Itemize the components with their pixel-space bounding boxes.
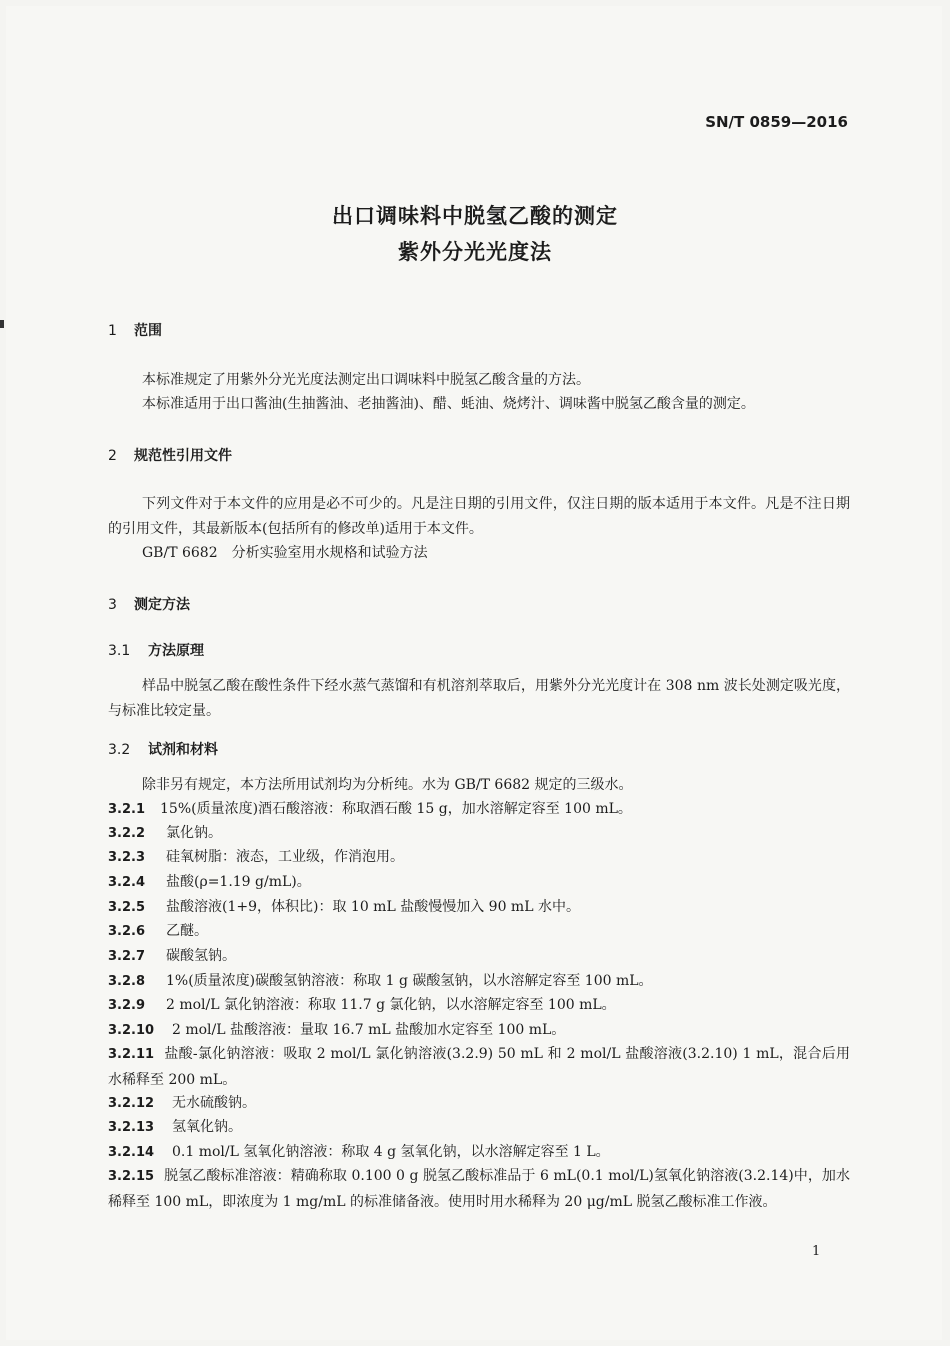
paragraph: 本标准适用于出口酱油(生抽酱油、老抽酱油)、醋、蚝油、烧烤汁、调味酱中脱氢乙酸含量的测定。 [142, 396, 755, 412]
item-text: 盐酸溶液(1+9，体积比)：取 10 mL 盐酸慢慢加入 90 mL 水中。 [166, 899, 580, 915]
page-number: 1 [812, 1244, 821, 1259]
section-3-2-heading [108, 739, 218, 759]
list-item [108, 919, 208, 944]
item-text: 1%(质量浓度)碳酸氢钠溶液：称取 1 g 碳酸氢钠，以水溶解定容至 100 mL。 [166, 973, 653, 989]
section-number: 3.2 [108, 742, 131, 758]
section-3-1-heading [108, 640, 204, 660]
list-item [108, 870, 311, 895]
section-title: 范围 [134, 323, 162, 339]
item-text: 乙醚。 [166, 923, 208, 939]
paragraph: 本标准规定了用紫外分光光度法测定出口调味料中脱氢乙酸含量的方法。 [142, 372, 590, 388]
item-text: 碳酸氢钠。 [166, 948, 236, 964]
item-number: 3.2.6 [108, 924, 146, 939]
item-number: 3.2.4 [108, 875, 146, 890]
item-number: 3.2.12 [108, 1096, 155, 1111]
item-number: 3.2.7 [108, 949, 146, 964]
standard-code: SN/T 0859—2016 [705, 113, 848, 131]
list-item [108, 993, 616, 1018]
item-text: 15%(质量浓度)酒石酸溶液：称取酒石酸 15 g，加水溶解定容至 100 mL。 [160, 801, 632, 817]
section-title: 方法原理 [148, 643, 204, 659]
item-text: 氯化钠。 [166, 825, 222, 841]
section-number: 3 [108, 597, 117, 613]
doc-title-line2: 紫外分光光度法 [398, 240, 552, 264]
item-text: 2 mol/L 氯化钠溶液：称取 11.7 g 氯化钠，以水溶解定容至 100 mL。 [166, 997, 616, 1013]
item-text: 脱氢乙酸标准溶液：精确称取 0.100 0 g 脱氢乙酸标准品于 6 mL(0.1 mol/L)氢氧化钠溶液(3.2.14)中，加水稀释至 100 mL，即浓度为 1 mg/mL 的标准储备液。使用时用水稀释为 20 μg/mL 脱氢乙酸标准工作液。 [108, 1168, 850, 1210]
item-text: 盐酸-氯化钠溶液：吸取 2 mol/L 氯化钠溶液(3.2.9) 50 mL 和 2 mol/L 盐酸溶液(3.2.10) 1 mL，混合后用水稀释至 200 mL。 [108, 1046, 850, 1088]
section-1-heading [108, 320, 162, 340]
list-item [108, 1115, 242, 1140]
paragraph: 除非另有规定，本方法所用试剂均为分析纯。水为 GB/T 6682 规定的三级水。 [142, 777, 633, 793]
list-item [108, 1140, 610, 1165]
paragraph: 样品中脱氢乙酸在酸性条件下经水蒸气蒸馏和有机溶剂萃取后，用紫外分光光度计在 308 nm 波长处测定吸光度，与标准比较定量。 [108, 678, 850, 719]
list-item [108, 1091, 256, 1116]
list-item [108, 821, 222, 846]
doc-title-line1: 出口调味料中脱氢乙酸的测定 [332, 204, 618, 228]
list-item [108, 1018, 565, 1043]
item-text: 盐酸(ρ=1.19 g/mL)。 [166, 874, 311, 890]
item-number: 3.2.1 [108, 802, 146, 817]
item-number: 3.2.13 [108, 1120, 155, 1135]
item-number: 3.2.5 [108, 900, 146, 915]
section-2-heading [108, 445, 232, 465]
list-item [108, 895, 580, 920]
item-text: 0.1 mol/L 氢氧化钠溶液：称取 4 g 氢氧化钠，以水溶解定容至 1 L。 [172, 1144, 610, 1160]
reference-entry: GB/T 6682 分析实验室用水规格和试验方法 [142, 545, 428, 561]
item-text: 硅氧树脂：液态，工业级，作消泡用。 [166, 849, 404, 865]
section-number: 2 [108, 448, 117, 464]
list-item [108, 944, 236, 969]
item-number: 3.2.11 [108, 1047, 155, 1062]
section-number: 3.1 [108, 643, 131, 659]
paragraph: 下列文件对于本文件的应用是必不可少的。凡是注日期的引用文件，仅注日期的版本适用于本文件。凡是不注日期的引用文件，其最新版本(包括所有的修改单)适用于本文件。 [108, 496, 850, 537]
item-text: 2 mol/L 盐酸溶液：量取 16.7 mL 盐酸加水定容至 100 mL。 [172, 1022, 566, 1038]
section-title: 试剂和材料 [148, 742, 218, 758]
item-number: 3.2.2 [108, 826, 146, 841]
list-item [108, 1042, 850, 1092]
section-3-heading [108, 594, 190, 614]
scan-mark [0, 320, 4, 328]
item-number: 3.2.10 [108, 1023, 155, 1038]
section-title: 规范性引用文件 [134, 448, 232, 464]
item-number: 3.2.14 [108, 1145, 155, 1160]
item-number: 3.2.9 [108, 998, 146, 1013]
section-title: 测定方法 [134, 597, 190, 613]
list-item [108, 797, 632, 822]
item-text: 氢氧化钠。 [172, 1119, 242, 1135]
item-number: 3.2.3 [108, 850, 146, 865]
item-number: 3.2.8 [108, 974, 146, 989]
section-number: 1 [108, 323, 117, 339]
list-item [108, 1164, 850, 1214]
list-item [108, 969, 653, 994]
list-item [108, 845, 404, 870]
item-text: 无水硫酸钠。 [172, 1095, 256, 1111]
item-number: 3.2.15 [108, 1169, 155, 1184]
